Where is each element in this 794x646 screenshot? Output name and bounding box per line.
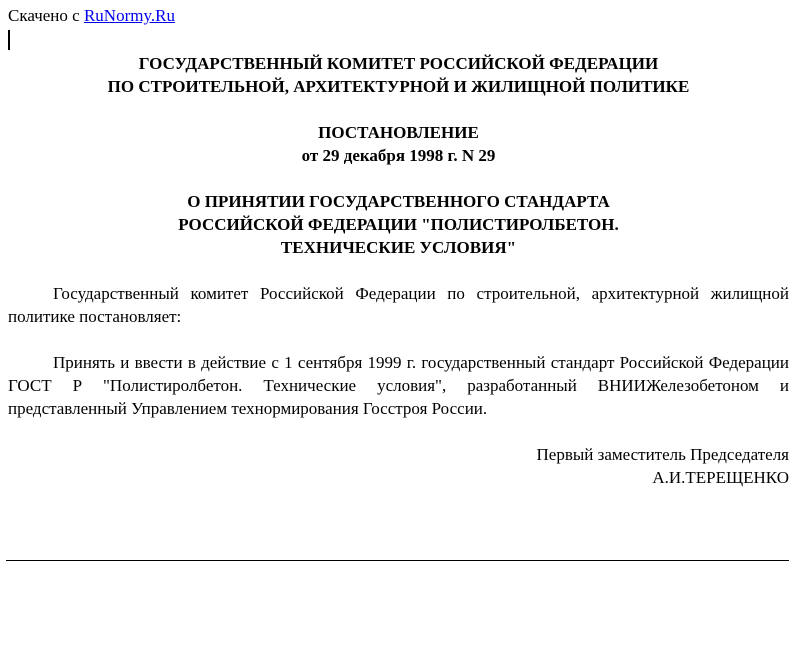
document-title (8, 190, 789, 259)
signatory-position: Первый заместитель Председателя (536, 445, 789, 464)
source-line (8, 5, 789, 27)
title-line-2: РОССИЙСКОЙ ФЕДЕРАЦИИ "ПОЛИСТИРОЛБЕТОН. (178, 215, 619, 234)
authority-line-1: ГОСУДАРСТВЕННЫЙ КОМИТЕТ РОССИЙСКОЙ ФЕДЕРАЦИИ (138, 54, 659, 73)
issuing-authority (8, 52, 789, 98)
authority-line-2: ПО СТРОИТЕЛЬНОЙ, АРХИТЕКТУРНОЙ И ЖИЛИЩНОЙ ПОЛИТИКЕ (107, 77, 690, 96)
title-line-3: ТЕХНИЧЕСКИЕ УСЛОВИЯ" (280, 238, 517, 257)
body-paragraph-2: Принять и ввести в действие с 1 сентября 1999 г. государственный стандарт Российской Федерации ГОСТ Р "Полистиролбетон. Технические условия", разработанный ВНИИЖелезобетоном и представленный Управлением технормирования Госстроя России. (8, 353, 789, 418)
document-date: от 29 декабря 1998 г. N 29 (301, 146, 496, 165)
footer-divider (6, 560, 789, 561)
document-type: ПОСТАНОВЛЕНИЕ (318, 123, 479, 142)
document-page (8, 5, 789, 489)
title-line-1: О ПРИНЯТИИ ГОСУДАРСТВЕННОГО СТАНДАРТА (187, 192, 610, 211)
source-link[interactable]: RuNormy.Ru (83, 6, 175, 25)
document-type-block (8, 121, 789, 167)
signature-block (8, 443, 789, 489)
source-prefix: Скачено с (8, 6, 80, 25)
body-paragraph-1: Государственный комитет Российской Федерации по строительной, архитектурной жилищной политике постановляет: (8, 284, 789, 326)
signatory-name: А.И.ТЕРЕЩЕНКО (652, 468, 789, 487)
text-cursor (8, 30, 10, 50)
